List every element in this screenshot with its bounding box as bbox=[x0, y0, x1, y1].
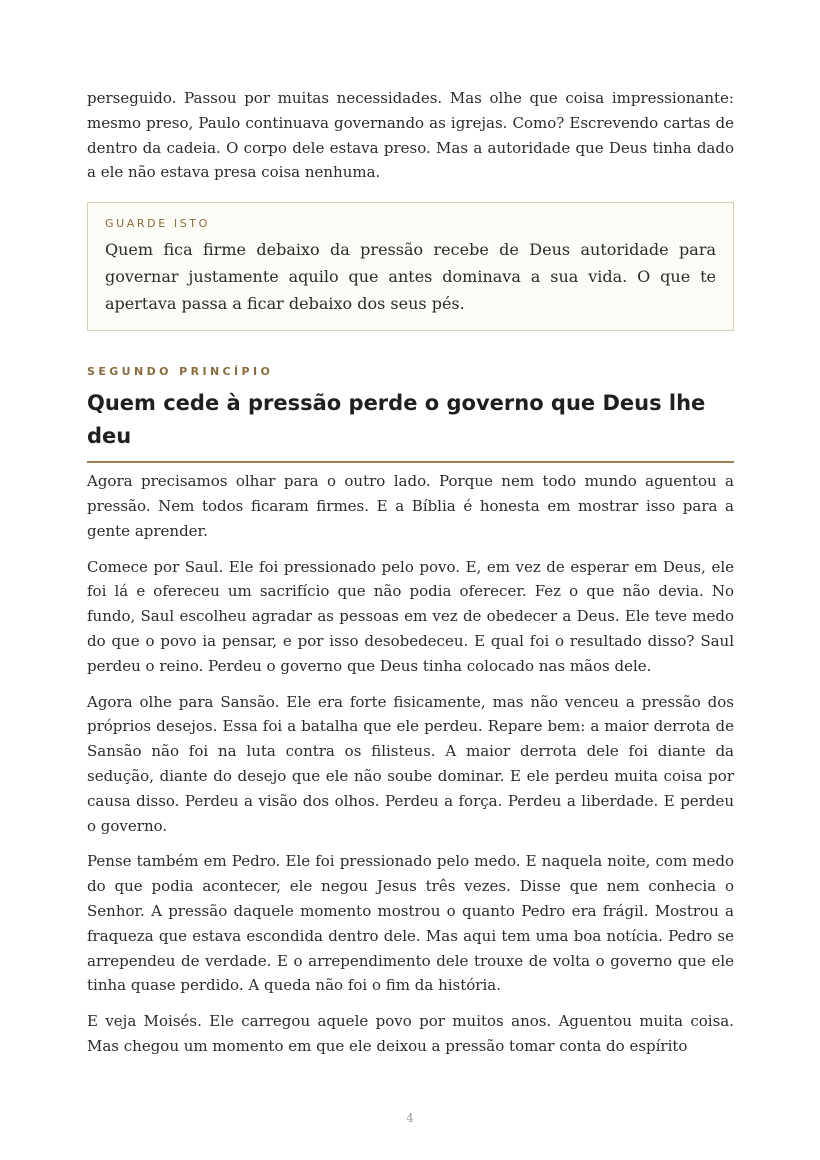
body-paragraph: E veja Moisés. Ele carregou aquele povo por muitos anos. Aguentou muita coisa. Mas chegou um momento em que ele deixou a pressão tomar conta do espírito bbox=[87, 1012, 734, 1055]
body-paragraph: Agora precisamos olhar para o outro lado. Porque nem todo mundo aguentou a pressão. Nem todos ficaram firmes. E a Bíblia é honesta em mostrar isso para a gente aprender. bbox=[87, 472, 734, 540]
callout-text: Quem fica firme debaixo da pressão recebe de Deus autoridade para governar justamente aquilo que antes dominava a sua vida. O que te apertava passa a ficar debaixo dos seus pés. bbox=[105, 240, 716, 314]
section-title: Quem cede à pressão perde o governo que Deus lhe deu bbox=[87, 387, 734, 463]
intro-paragraph: perseguido. Passou por muitas necessidades. Mas olhe que coisa impressionante: mesmo preso, Paulo continuava governando as igrejas. Como? Escrevendo cartas de dentro da cadeia. O corpo dele estava preso. Mas a autoridade que Deus tinha dado a ele não estava presa coisa nenhuma. bbox=[87, 89, 734, 182]
section-body bbox=[87, 469, 734, 1059]
section-kicker: SEGUNDO PRINCÍPIO bbox=[87, 365, 274, 379]
body-paragraph: Agora olhe para Sansão. Ele era forte fisicamente, mas não venceu a pressão dos próprios desejos. Essa foi a batalha que ele perdeu. Repare bem: a maior derrota de Sansão não foi na luta contra os filisteus. A maior derrota dele foi diante da sedução, diante do desejo que ele não soube dominar. E ele perdeu muita coisa por causa disso. Perdeu a visão dos olhos. Perdeu a força. Perdeu a liberdade. E perdeu o governo. bbox=[87, 692, 734, 835]
guarde-isto-callout bbox=[87, 202, 734, 331]
body-paragraph: Pense também em Pedro. Ele foi pressionado pelo medo. E naquela noite, com medo do que podia acontecer, ele negou Jesus três vezes. Disse que nem conhecia o Senhor. A pressão daquele momento mostrou o quanto Pedro era frágil. Mostrou a fraqueza que estava escondida dentro dele. Mas aqui tem uma boa notícia. Pedro se arrependeu de verdade. E o arrependimento dele trouxe de volta o governo que ele tinha quase perdido. A queda não foi o fim da história. bbox=[87, 852, 734, 995]
page-content bbox=[87, 86, 734, 1070]
callout-label: GUARDE ISTO bbox=[105, 217, 210, 231]
page-number: 4 bbox=[406, 1111, 414, 1125]
body-paragraph: Comece por Saul. Ele foi pressionado pelo povo. E, em vez de esperar em Deus, ele foi lá e ofereceu um sacrifício que não podia oferecer. Fez o que não devia. No fundo, Saul escolheu agradar as pessoas em vez de obedecer a Deus. Ele teve medo do que o povo ia pensar, e por isso desobedeceu. E qual foi o resultado disso? Saul perdeu o reino. Perdeu o governo que Deus tinha colocado nas mãos dele. bbox=[87, 557, 734, 675]
